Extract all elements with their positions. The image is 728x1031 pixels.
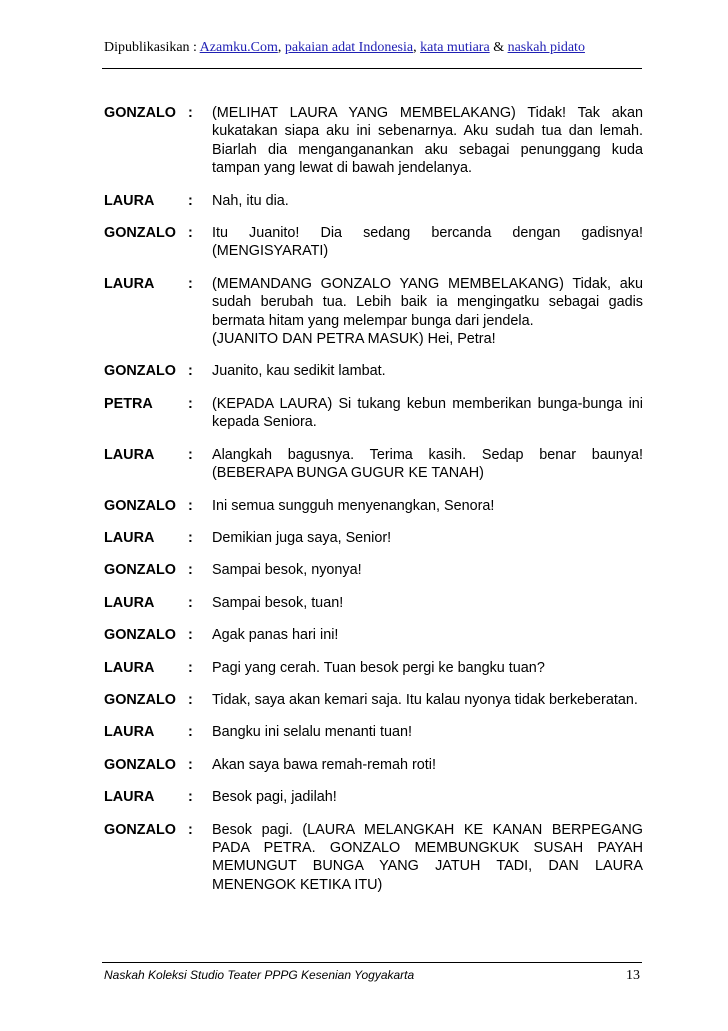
speaker-name: PETRA [104,395,153,412]
link-pakaian-adat[interactable]: pakaian adat Indonesia [284,40,414,55]
dialogue-line [104,756,643,774]
speaker-name: LAURA [104,789,155,806]
footer-source: Naskah Koleksi Studio Teater PPPG Kesenian Yogyakarta [104,968,415,982]
header-separator: , [277,40,285,55]
speaker-colon: : [188,724,193,741]
header-prefix: Dipublikasikan : [104,40,200,55]
dialogue-text: Besok pagi, jadilah! [212,789,337,806]
dialogue-text: Tidak, saya akan kemari saja. Itu kalau nyonya tidak berkeberatan. [212,691,638,708]
speaker-colon: : [188,497,193,514]
speaker-name: LAURA [104,724,155,741]
page-number: 13 [626,968,640,983]
speaker-name: LAURA [104,529,155,546]
dialogue-line [104,529,643,547]
dialogue-line [104,788,643,806]
header-separator: , [413,40,421,55]
dialogue-text: Bangku ini selalu menanti tuan! [212,724,413,741]
dialogue-line [104,104,643,178]
dialogue-text: Nah, itu dia. [212,192,289,209]
speaker-name: LAURA [104,275,155,292]
speaker-name: GONZALO [104,497,176,514]
dialogue-text: Akan saya bawa remah-remah roti! [212,756,436,773]
speaker-name: GONZALO [104,821,176,838]
speaker-colon: : [188,529,193,546]
speaker-name: LAURA [104,594,155,611]
dialogue-line [104,497,643,515]
dialogue-line [104,275,643,349]
speaker-colon: : [188,446,193,463]
dialogue-line [104,659,643,677]
dialogue-text-part: (MEMANDANG GONZALO YANG MEMBELAKANG) Tidak, aku sudah berubah tua. Lebih baik ia mengingatku sebagai gadis bermata hitam yang melempar bunga dari jendela. [212,275,643,329]
speaker-colon: : [188,756,193,773]
dialogue-line [104,561,643,579]
dialogue-text: Sampai besok, nyonya! [212,562,362,579]
speaker-name: GONZALO [104,562,176,579]
dialogue-text: Juanito, kau sedikit lambat. [212,363,386,380]
header-separator: & [489,40,508,55]
link-azamku[interactable]: Azamku.Com [199,40,278,55]
dialogue-text: Itu Juanito! Dia sedang bercanda dengan gadisnya! (MENGISYARATI) [212,225,643,260]
speaker-colon: : [188,594,193,611]
dialogue-line [104,395,643,432]
speaker-colon: : [188,363,193,380]
dialogue-line [104,192,643,210]
speaker-name: GONZALO [104,225,176,242]
speaker-colon: : [188,659,193,676]
dialogue-text: (MELIHAT LAURA YANG MEMBELAKANG) Tidak! Tak akan kukatakan siapa aku ini sebenarnya. Aku sudah tua dan lemah. Biarlah dia menganganankan aku sebagai penunggang kuda tampan yang lewat di bawah jendelanya. [212,105,643,177]
speaker-name: LAURA [104,192,155,209]
speaker-name: LAURA [104,659,155,676]
speaker-colon: : [188,192,193,209]
speaker-name: LAURA [104,446,155,463]
dialogue-line [104,821,643,895]
dialogue-text [212,275,643,349]
speaker-name: GONZALO [104,363,176,380]
footer-rule [102,962,642,963]
dialogue-text: (KEPADA LAURA) Si tukang kebun memberikan bunga-bunga ini kepada Seniora. [212,395,643,431]
dialogue-line [104,723,643,741]
speaker-colon: : [188,821,193,838]
dialogue-text: Sampai besok, tuan! [212,594,344,611]
speaker-name: GONZALO [104,756,176,773]
page-header [104,40,585,56]
speaker-colon: : [188,105,193,121]
dialogue-line [104,446,643,483]
speaker-colon: : [188,395,193,412]
script-body [104,104,643,894]
dialogue-line [104,691,643,709]
dialogue-text: Agak panas hari ini! [212,627,339,644]
dialogue-text: Alangkah bagusnya. Terima kasih. Sedap benar baunya! (BEBERAPA BUNGA GUGUR KE TANAH) [212,446,643,482]
stage-direction: (JUANITO DAN PETRA MASUK) Hei, Petra! [212,331,496,348]
speaker-name: GONZALO [104,691,176,708]
speaker-name: GONZALO [104,105,176,121]
speaker-colon: : [188,225,193,242]
speaker-colon: : [188,562,193,579]
speaker-colon: : [188,275,193,292]
dialogue-line [104,224,643,261]
link-naskah-pidato[interactable]: naskah pidato [507,40,585,55]
speaker-colon: : [188,789,193,806]
dialogue-text: Besok pagi. (LAURA MELANGKAH KE KANAN BERPEGANG PADA PETRA. GONZALO MEMBUNGKUK SUSAH PAYAH MEMUNGUT BUNGA YANG JATUH TADI, DAN LAURA MENENGOK KETIKA ITU) [212,821,643,893]
dialogue-text: Ini semua sungguh menyenangkan, Senora! [212,497,495,514]
speaker-colon: : [188,627,193,644]
dialogue-text: Pagi yang cerah. Tuan besok pergi ke bangku tuan? [212,659,545,676]
speaker-colon: : [188,691,193,708]
header-rule [102,68,642,69]
dialogue-line [104,626,643,644]
dialogue-line [104,594,643,612]
dialogue-text: Demikian juga saya, Senior! [212,529,392,546]
speaker-name: GONZALO [104,627,176,644]
dialogue-line [104,362,643,380]
link-kata-mutiara[interactable]: kata mutiara [420,40,490,55]
